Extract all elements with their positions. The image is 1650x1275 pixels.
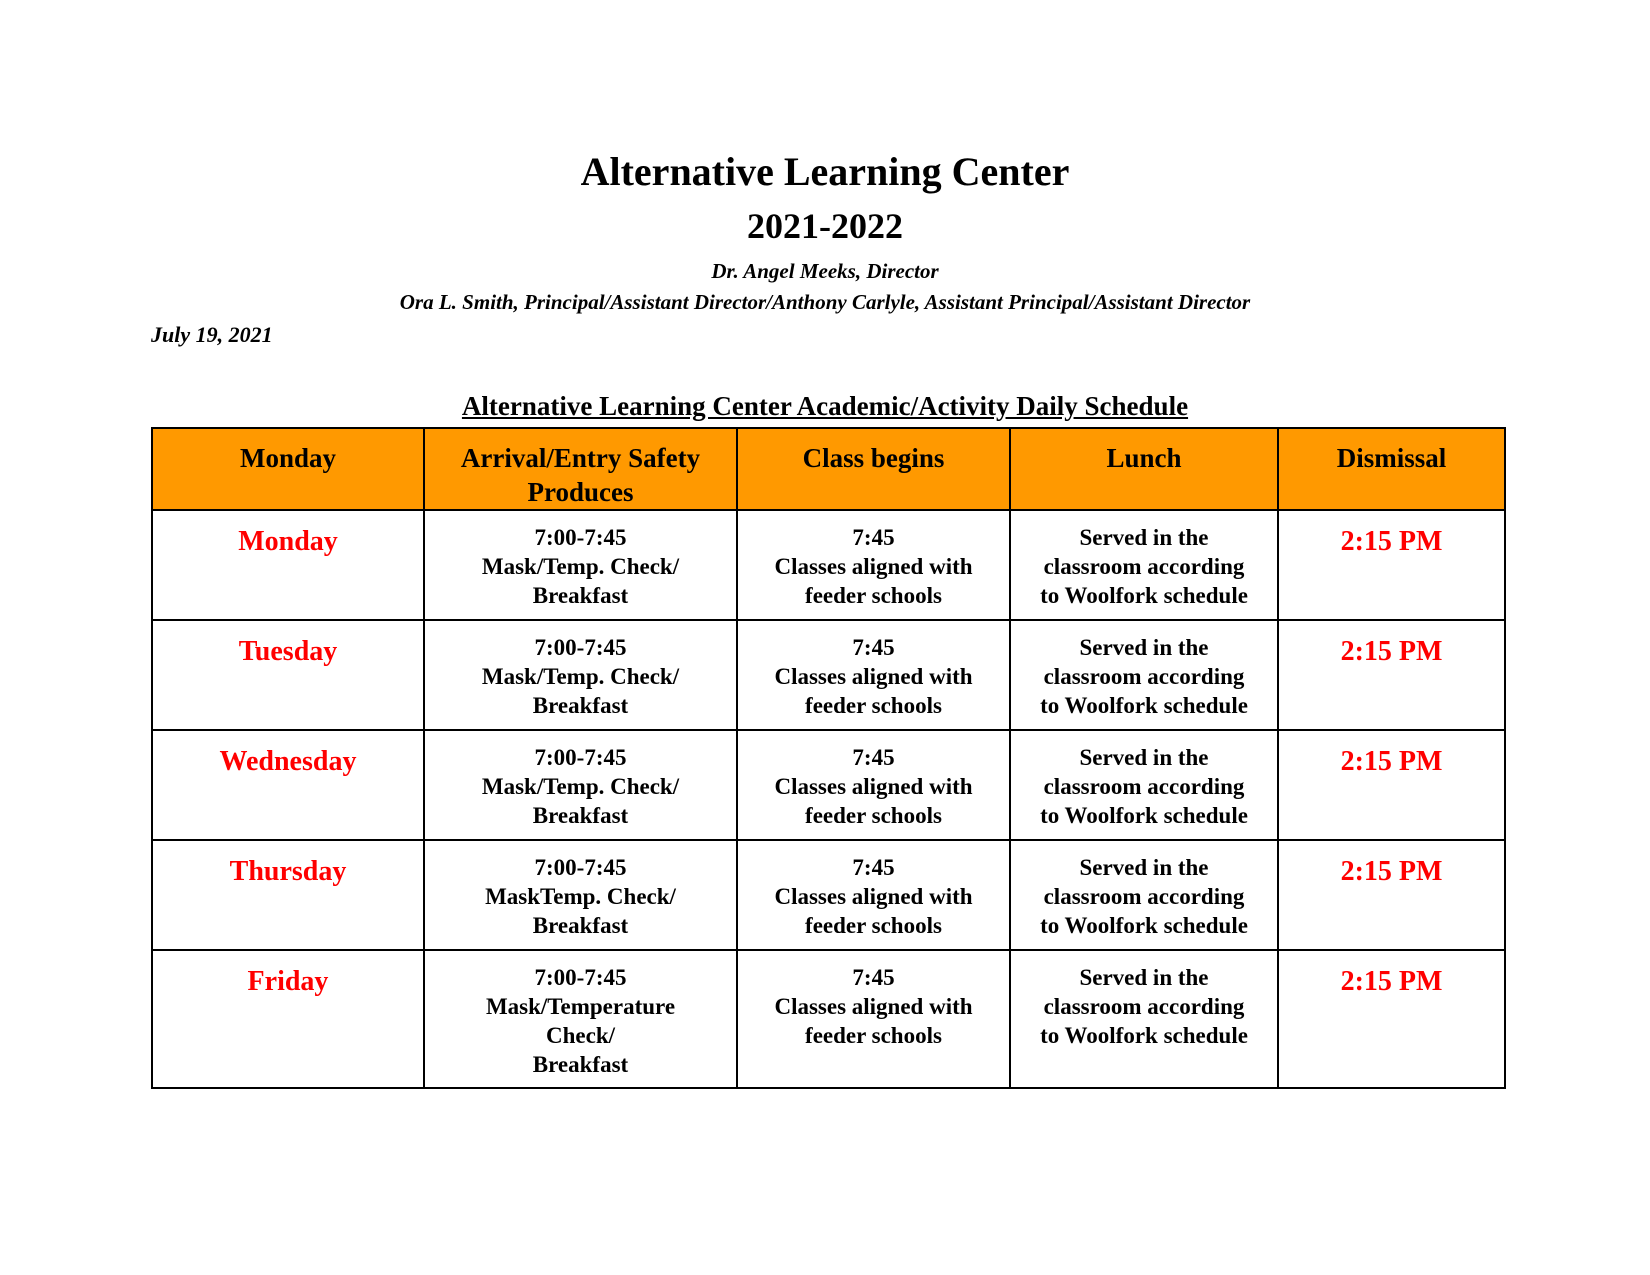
class-detail: feeder schools: [805, 913, 942, 938]
table-row: [152, 840, 1505, 950]
dismissal-cell: 2:15 PM: [1278, 730, 1505, 840]
arrival-cell: [424, 620, 737, 730]
column-header-dismissal: Dismissal: [1278, 428, 1505, 510]
class-detail: feeder schools: [805, 803, 942, 828]
dismissal-cell: 2:15 PM: [1278, 620, 1505, 730]
dismissal-cell: 2:15 PM: [1278, 950, 1505, 1088]
lunch-detail: classroom according: [1043, 774, 1245, 799]
lunch-detail: classroom according: [1043, 554, 1245, 579]
lunch-detail: Served in the: [1079, 635, 1209, 660]
class-detail: Classes aligned with: [774, 994, 973, 1019]
column-header-arrival: Arrival/Entry Safety Produces: [424, 428, 737, 510]
arrival-detail: Mask/Temperature: [485, 994, 676, 1019]
arrival-detail: Breakfast: [532, 693, 629, 718]
schedule-title: Alternative Learning Center Academic/Activity Daily Schedule: [461, 391, 1189, 421]
lunch-detail: to Woolfork schedule: [1040, 1023, 1248, 1048]
lunch-detail: classroom according: [1043, 994, 1245, 1019]
arrival-detail: Breakfast: [532, 803, 629, 828]
table-row: [152, 950, 1505, 1088]
class-begins-cell: [737, 950, 1010, 1088]
lunch-detail: to Woolfork schedule: [1040, 803, 1248, 828]
class-time: 7:45: [852, 855, 895, 880]
arrival-time: 7:00-7:45: [534, 855, 627, 880]
class-detail: feeder schools: [805, 583, 942, 608]
lunch-cell: [1010, 840, 1278, 950]
lunch-cell: [1010, 950, 1278, 1088]
day-cell: Thursday: [152, 840, 424, 950]
arrival-detail: Mask/Temp. Check/: [481, 554, 680, 579]
lunch-cell: [1010, 620, 1278, 730]
document-title: Alternative Learning Center: [580, 149, 1070, 194]
arrival-cell: [424, 510, 737, 620]
day-cell: Friday: [152, 950, 424, 1088]
principals-line: Ora L. Smith, Principal/Assistant Director/Anthony Carlyle, Assistant Principal/Assistant Director: [399, 290, 1251, 314]
column-header-class-begins: Class begins: [737, 428, 1010, 510]
day-cell: Wednesday: [152, 730, 424, 840]
class-detail: Classes aligned with: [774, 554, 973, 579]
lunch-cell: [1010, 730, 1278, 840]
arrival-time: 7:00-7:45: [534, 635, 627, 660]
arrival-detail: Breakfast: [532, 583, 629, 608]
lunch-detail: to Woolfork schedule: [1040, 583, 1248, 608]
arrival-detail: Mask/Temp. Check/: [481, 664, 680, 689]
class-time: 7:45: [852, 635, 895, 660]
header-row: [152, 428, 1505, 510]
class-begins-cell: [737, 620, 1010, 730]
table-row: [152, 730, 1505, 840]
lunch-detail: Served in the: [1079, 525, 1209, 550]
class-begins-cell: [737, 730, 1010, 840]
arrival-time: 7:00-7:45: [534, 745, 627, 770]
arrival-detail: Mask/Temp. Check/: [481, 774, 680, 799]
lunch-cell: [1010, 510, 1278, 620]
day-cell: Tuesday: [152, 620, 424, 730]
class-detail: Classes aligned with: [774, 664, 973, 689]
column-header-lunch: Lunch: [1010, 428, 1278, 510]
class-begins-cell: [737, 510, 1010, 620]
lunch-detail: to Woolfork schedule: [1040, 913, 1248, 938]
arrival-detail: Breakfast: [532, 913, 629, 938]
director-line: Dr. Angel Meeks, Director: [711, 259, 939, 283]
class-time: 7:45: [852, 965, 895, 990]
lunch-detail: Served in the: [1079, 965, 1209, 990]
dismissal-cell: 2:15 PM: [1278, 840, 1505, 950]
arrival-detail: Breakfast: [532, 1052, 629, 1077]
class-begins-cell: [737, 840, 1010, 950]
class-detail: feeder schools: [805, 1023, 942, 1048]
lunch-detail: Served in the: [1079, 855, 1209, 880]
column-header-day: Monday: [152, 428, 424, 510]
arrival-time: 7:00-7:45: [534, 525, 627, 550]
arrival-detail: Check/: [546, 1023, 615, 1048]
lunch-detail: to Woolfork schedule: [1040, 693, 1248, 718]
class-detail: Classes aligned with: [774, 774, 973, 799]
document-date: July 19, 2021: [151, 322, 273, 347]
arrival-cell: [424, 950, 737, 1088]
arrival-detail: MaskTemp. Check/: [485, 884, 676, 909]
class-time: 7:45: [852, 745, 895, 770]
lunch-detail: Served in the: [1079, 745, 1209, 770]
table-row: [152, 620, 1505, 730]
class-detail: Classes aligned with: [774, 884, 973, 909]
arrival-time: 7:00-7:45: [534, 965, 627, 990]
schedule-table: [151, 427, 1506, 1089]
lunch-detail: classroom according: [1043, 664, 1245, 689]
arrival-cell: [424, 730, 737, 840]
day-cell: Monday: [152, 510, 424, 620]
dismissal-cell: 2:15 PM: [1278, 510, 1505, 620]
class-detail: feeder schools: [805, 693, 942, 718]
class-time: 7:45: [852, 525, 895, 550]
table-row: [152, 510, 1505, 620]
arrival-cell: [424, 840, 737, 950]
lunch-detail: classroom according: [1043, 884, 1245, 909]
school-year: 2021-2022: [747, 206, 903, 246]
